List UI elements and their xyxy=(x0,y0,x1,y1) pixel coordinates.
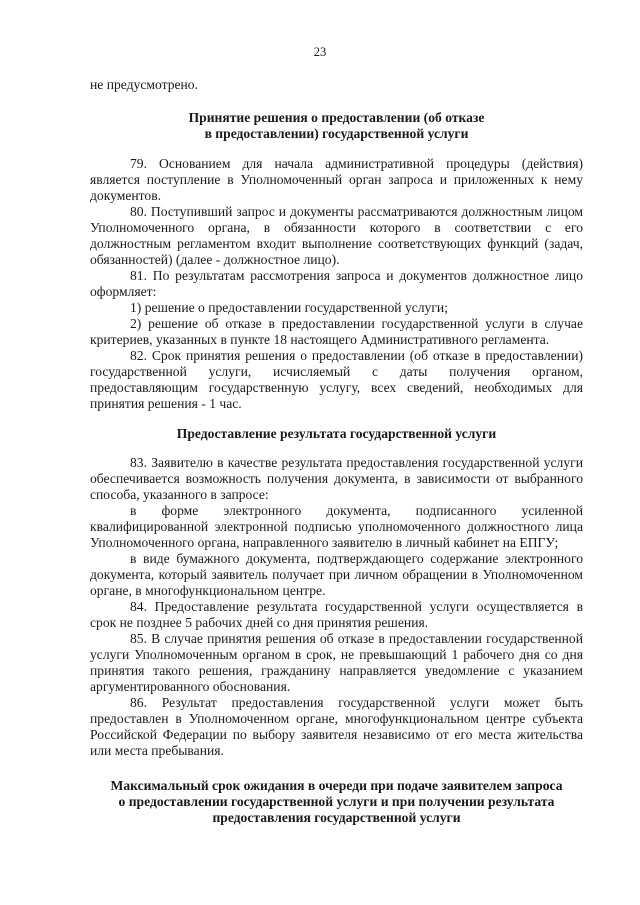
list-item-electronic: в форме электронного документа, подписанного усиленной квалифицированной электронной подписью уполномоченного должностного лица Уполномоченного органа, направленного заявителю в личный кабинет на ЕПГУ; xyxy=(90,503,583,550)
heading-line: в предоставлении) государственной услуги xyxy=(204,126,469,141)
section-1-body xyxy=(90,156,583,412)
heading-line: Предоставление результата государственной услуги xyxy=(176,426,497,441)
page-number: 23 xyxy=(313,45,327,59)
heading-line: Максимальный срок ожидания в очереди при подаче заявителем запроса xyxy=(110,778,563,793)
heading-line: Принятие решения о предоставлении (об отказе xyxy=(188,110,485,125)
list-item-paper: в виде бумажного документа, подтверждающего содержание электронного документа, который заявитель получает при личном обращении в Уполномоченном органе, в многофункциональном центре. xyxy=(90,551,583,598)
paragraph-81: 81. По результатам рассмотрения запроса и документов должностное лицо оформляет: xyxy=(90,268,583,299)
paragraph-80: 80. Поступивший запрос и документы рассматриваются должностным лицом Уполномоченного органа, в обязанности которого в соответствии с его должностным регламентом входит выполнение соответствующих функций (задач, обязанностей) (далее - должностное лицо). xyxy=(90,204,583,267)
lead-line xyxy=(90,77,583,93)
heading-line: о предоставлении государственной услуги и при получении результата xyxy=(118,794,555,809)
heading-line: предоставления государственной услуги xyxy=(212,810,461,825)
paragraph-82: 82. Срок принятия решения о предоставлении (об отказе в предоставлении) государственной услуги, исчисляемый с даты получения органом, предоставляющим государственную услугу, всех сведений, необходимых для принятия решения - 1 час. xyxy=(90,348,583,411)
list-item-1: 1) решение о предоставлении государственной услуги; xyxy=(130,300,448,315)
section-3-heading xyxy=(90,778,583,826)
list-item-2: 2) решение об отказе в предоставлении государственной услуги в случае критериев, указанных в пункте 18 настоящего Административного регламента. xyxy=(90,316,583,347)
paragraph-79: 79. Основанием для начала административной процедуры (действия) является поступление в Уполномоченный орган запроса и приложенных к нему документов. xyxy=(90,156,583,203)
paragraph-85: 85. В случае принятия решения об отказе в предоставлении государственной услуги Уполномоченным органом в срок, не превышающий 1 рабочего дня со дня принятия такого решения, гражданину направляется уведомление с указанием аргументированного обоснования. xyxy=(90,631,583,694)
lead-text: не предусмотрено. xyxy=(90,77,199,92)
section-2-heading xyxy=(90,426,583,442)
paragraph-83: 83. Заявителю в качестве результата предоставления государственной услуги обеспечивается возможность получения документа, в зависимости от выбранного способа, указанного в запросе: xyxy=(90,455,583,502)
section-2-body xyxy=(90,455,583,759)
paragraph-86: 86. Результат предоставления государственной услуги может быть предоставлен в Уполномоченном органе, многофункциональном центре субъекта Российской Федерации по выбору заявителя независимо от его места жительства или места пребывания. xyxy=(90,695,583,758)
paragraph-84: 84. Предоставление результата государственной услуги осуществляется в срок не позднее 5 рабочих дней со дня принятия решения. xyxy=(90,599,583,630)
section-1-heading xyxy=(90,110,583,142)
